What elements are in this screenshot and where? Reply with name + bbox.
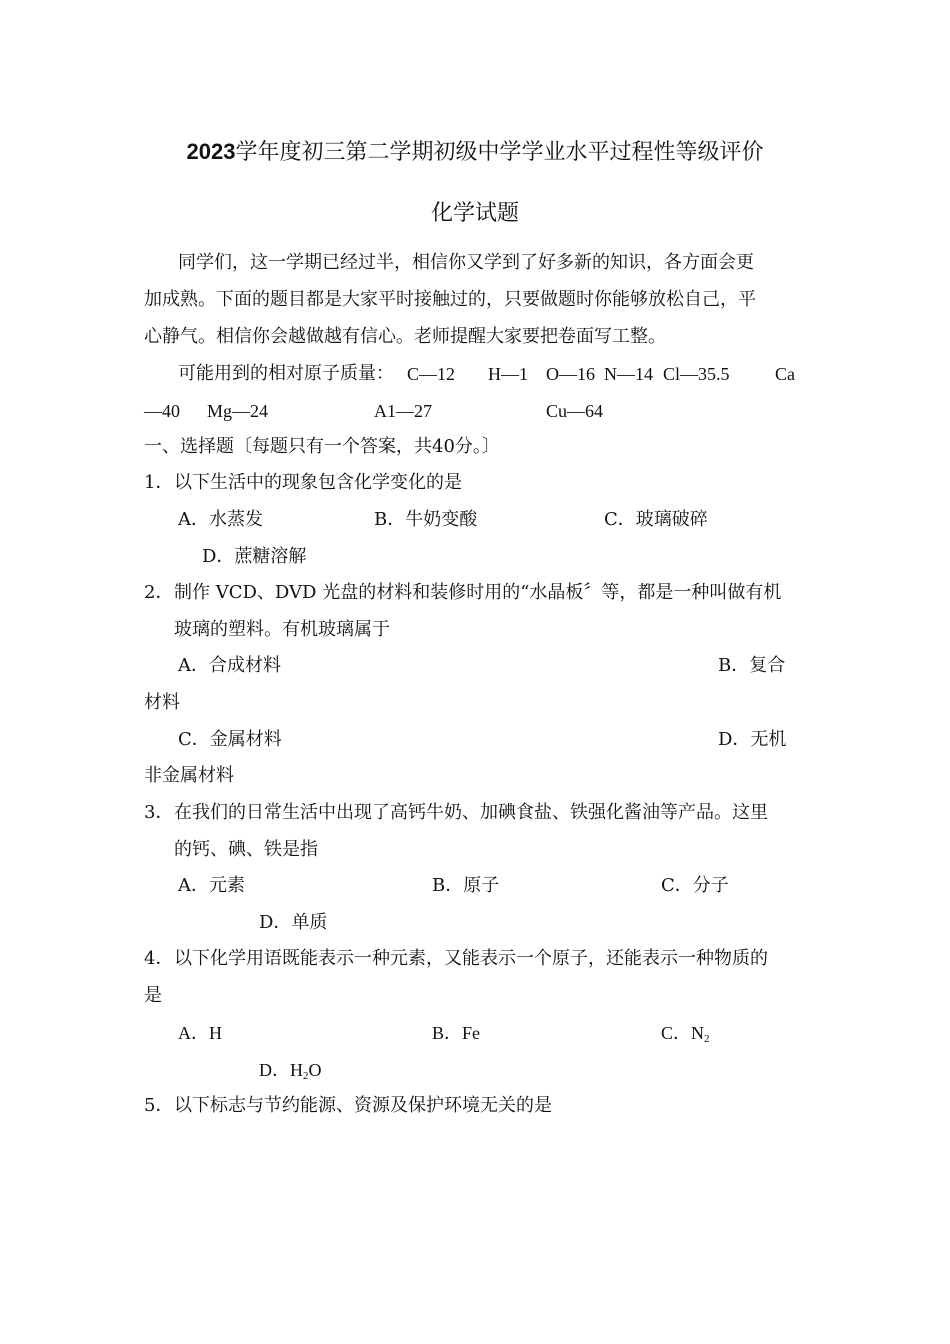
- q3-option-c[interactable]: C．分子: [661, 875, 729, 896]
- q1-option-d[interactable]: D．蔗糖溶解: [202, 546, 307, 567]
- atomic-mass-h: H—1: [488, 364, 528, 384]
- q3-option-a[interactable]: A．元素: [178, 875, 245, 896]
- q4-option-a[interactable]: A．H: [178, 1023, 222, 1043]
- document-title: [0, 137, 950, 168]
- question-text-2-line-2: 玻璃的塑料。有机玻璃属于: [174, 619, 390, 640]
- q2-option-d-wrap: 非金属材料: [144, 765, 234, 786]
- question-number-3: 3．: [144, 802, 174, 823]
- atomic-mass-label: 可能用到的相对原子质量：: [178, 363, 394, 384]
- document-subtitle: 化学试题: [430, 201, 519, 226]
- atomic-mass-cl: Cl—35.5: [663, 364, 730, 384]
- intro-line-1: 同学们，这一学期已经过半，相信你又学到了好多新的知识，各方面会更: [178, 252, 754, 273]
- question-text-1: 以下生活中的现象包含化学变化的是: [174, 472, 462, 493]
- question-text-3-line-1: 在我们的日常生活中出现了高钙牛奶、加碘食盐、铁强化酱油等产品。这里: [174, 802, 768, 823]
- q2-option-a[interactable]: A．合成材料: [178, 655, 281, 676]
- intro-line-3: 心静气。相信你会越做越有信心。老师提醒大家要把卷面写工整。: [144, 326, 666, 347]
- title-year: 2023: [186, 139, 236, 164]
- section-heading: 一、选择题〔每题只有一个答案，共40分。〕: [144, 436, 500, 457]
- atomic-mass-mg: Mg—24: [207, 401, 269, 421]
- q1-option-b[interactable]: B．牛奶变酸: [374, 509, 478, 530]
- q4-option-d[interactable]: D．$H_2O$: [259, 1060, 322, 1082]
- q2-option-b-wrap: 材料: [144, 692, 180, 713]
- question-text-4-line-2: 是: [144, 985, 162, 1006]
- question-number-2: 2．: [144, 582, 174, 603]
- question-text-5: 以下标志与节约能源、资源及保护环境无关的是: [174, 1095, 552, 1116]
- q2-option-d[interactable]: D．无机: [718, 729, 787, 750]
- atomic-mass-c: C—12: [407, 364, 456, 384]
- atomic-mass-o: O—16: [546, 364, 595, 384]
- atomic-mass-n: N—14: [604, 364, 653, 384]
- q2-option-b[interactable]: B．复合: [718, 655, 786, 676]
- question-number-4: 4．: [144, 948, 174, 969]
- atomic-mass-al: A1—27: [374, 401, 432, 421]
- atomic-mass-ca: Ca: [775, 364, 795, 384]
- q2-option-c[interactable]: C．金属材料: [178, 729, 282, 750]
- q3-option-d[interactable]: D．单质: [259, 912, 328, 933]
- q4-option-c[interactable]: C．$N_2$: [661, 1023, 710, 1045]
- question-text-3-line-2: 的钙、碘、铁是指: [174, 839, 318, 860]
- q3-option-b[interactable]: B．原子: [432, 875, 500, 896]
- question-number-1: 1．: [144, 472, 174, 493]
- q1-option-a[interactable]: A．水蒸发: [178, 509, 263, 530]
- title-text: 学年度初三第二学期初级中学学业水平过程性等级评价: [235, 140, 764, 165]
- intro-line-2: 加成熟。下面的题目都是大家平时接触过的，只要做题时你能够放松自己，平: [144, 289, 756, 310]
- q1-option-c[interactable]: C．玻璃破碎: [604, 509, 708, 530]
- question-number-5: 5．: [144, 1095, 174, 1116]
- question-text-2-line-1: 制作 VCD、DVD 光盘的材料和装修时用的“水晶板〞等，都是一种叫做有机: [174, 582, 782, 603]
- atomic-mass-cu: Cu—64: [546, 401, 604, 421]
- question-text-4-line-1: 以下化学用语既能表示一种元素，又能表示一个原子，还能表示一种物质的: [174, 948, 768, 969]
- q4-option-b[interactable]: B．Fe: [432, 1023, 481, 1043]
- atomic-mass-ca-value: —40: [144, 401, 180, 421]
